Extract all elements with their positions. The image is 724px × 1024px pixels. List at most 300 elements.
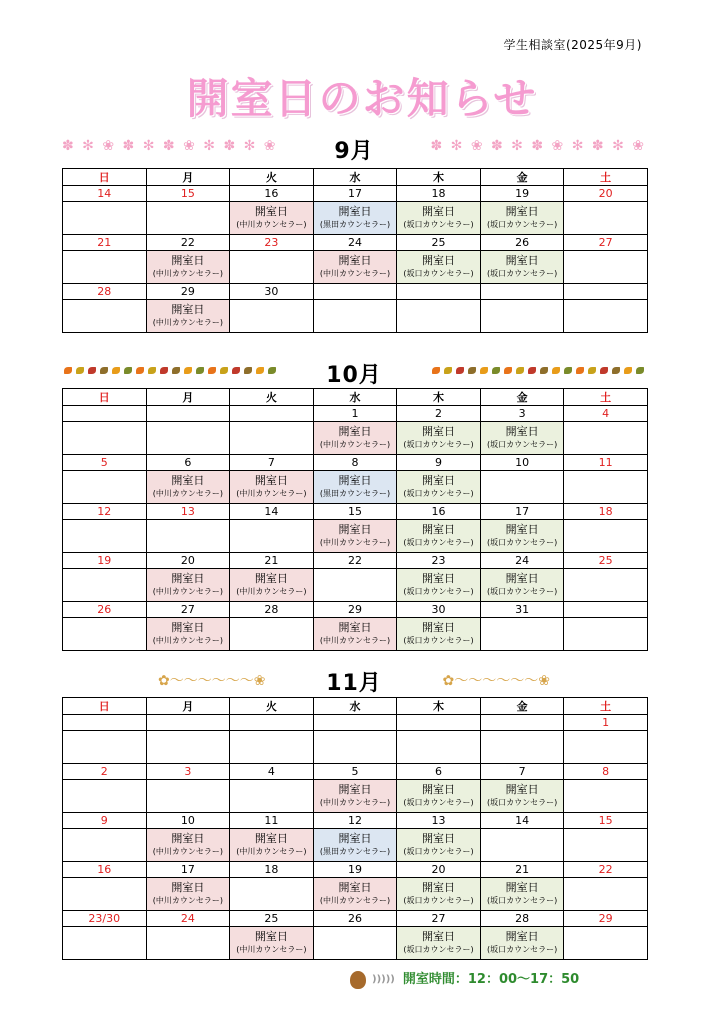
day-number: 26 — [313, 911, 397, 927]
empty-day-cell — [480, 471, 564, 504]
open-day-label: 開室日 — [338, 474, 372, 487]
day-number: 23/30 — [63, 911, 147, 927]
open-day-label: 開室日 — [505, 425, 539, 438]
counselor-name: (中川カウンセラー) — [152, 896, 223, 905]
counselor-name: (坂口カウンセラー) — [403, 847, 474, 856]
weekday-header: 土 — [564, 698, 648, 715]
day-number: 22 — [146, 235, 230, 251]
day-number: 20 — [564, 186, 648, 202]
empty-day-cell — [146, 780, 230, 813]
weekday-header: 木 — [397, 698, 481, 715]
weekday-header: 土 — [564, 169, 648, 186]
open-day-cell — [146, 618, 230, 651]
day-number: 22 — [313, 553, 397, 569]
counselor-name: (黒田カウンセラー) — [319, 489, 391, 498]
day-number: 24 — [480, 553, 564, 569]
empty-day-cell — [313, 300, 397, 333]
opening-hours — [350, 968, 630, 990]
day-number: 6 — [397, 764, 481, 780]
wave-icon: ))))) — [372, 974, 395, 985]
day-number: 15 — [313, 504, 397, 520]
calendar-november — [62, 697, 648, 960]
section-header-september — [62, 134, 646, 162]
day-number: 9 — [63, 813, 147, 829]
counselor-name: (中川カウンセラー) — [319, 636, 391, 645]
counselor-name: (坂口カウンセラー) — [403, 538, 474, 547]
counselor-name: (中川カウンセラー) — [319, 538, 391, 547]
open-day-label: 開室日 — [171, 572, 205, 585]
open-day-cell — [313, 780, 397, 813]
open-day-label: 開室日 — [422, 783, 456, 796]
empty-day-cell — [230, 300, 314, 333]
weekday-header: 土 — [564, 389, 648, 406]
counselor-name: (中川カウンセラー) — [152, 269, 223, 278]
empty-day-cell — [146, 422, 230, 455]
open-day-cell — [230, 927, 314, 960]
empty-day-cell — [480, 300, 564, 333]
day-number: 21 — [63, 235, 147, 251]
open-day-cell — [230, 569, 314, 602]
day-number: 7 — [480, 764, 564, 780]
counselor-name: (中川カウンセラー) — [319, 269, 391, 278]
day-number — [63, 406, 147, 422]
open-day-cell — [480, 202, 564, 235]
snowflake-decoration-icon: ✽ ✻ ❀ ✽ ✻ ✽ ❀ ✻ ✽ ✻ ❀ — [62, 138, 278, 154]
counselor-name: (坂口カウンセラー) — [486, 269, 558, 278]
weekday-header: 月 — [146, 169, 230, 186]
empty-day-cell — [146, 927, 230, 960]
open-day-label: 開室日 — [505, 881, 539, 894]
empty-day-cell — [564, 927, 648, 960]
open-day-label: 開室日 — [254, 572, 288, 585]
day-number — [313, 715, 397, 731]
open-day-cell — [313, 422, 397, 455]
day-number: 19 — [63, 553, 147, 569]
day-number: 16 — [397, 504, 481, 520]
open-day-cell — [397, 618, 481, 651]
open-day-cell — [146, 878, 230, 911]
open-day-label: 開室日 — [422, 930, 456, 943]
empty-day-cell — [564, 731, 648, 764]
counselor-name: (中川カウンセラー) — [152, 489, 223, 498]
open-day-label: 開室日 — [338, 523, 372, 536]
open-day-label: 開室日 — [171, 474, 205, 487]
day-number: 21 — [230, 553, 314, 569]
open-day-cell — [146, 471, 230, 504]
open-day-label: 開室日 — [422, 205, 456, 218]
weekday-header: 水 — [313, 169, 397, 186]
day-number: 18 — [564, 504, 648, 520]
open-day-label: 開室日 — [422, 572, 456, 585]
empty-day-cell — [230, 251, 314, 284]
month-title: 10月 — [326, 363, 382, 388]
open-day-label: 開室日 — [505, 783, 539, 796]
open-day-label: 開室日 — [505, 572, 539, 585]
empty-day-cell — [564, 520, 648, 553]
day-number — [564, 284, 648, 300]
empty-day-cell — [146, 520, 230, 553]
day-number: 5 — [313, 764, 397, 780]
counselor-name: (坂口カウンセラー) — [403, 636, 474, 645]
open-day-cell — [397, 829, 481, 862]
day-number: 19 — [480, 186, 564, 202]
counselor-name: (中川カウンセラー) — [319, 896, 391, 905]
counselor-name: (坂口カウンセラー) — [486, 896, 558, 905]
open-day-cell — [480, 422, 564, 455]
day-number: 1 — [313, 406, 397, 422]
weekday-header: 火 — [230, 389, 314, 406]
counselor-name: (坂口カウンセラー) — [403, 269, 474, 278]
day-number: 9 — [397, 455, 481, 471]
day-number: 29 — [564, 911, 648, 927]
empty-day-cell — [480, 829, 564, 862]
day-number: 21 — [480, 862, 564, 878]
open-day-cell — [313, 829, 397, 862]
section-header-november — [62, 666, 646, 694]
vine-decoration-icon: ✿〜〜〜〜〜〜❀ — [442, 673, 550, 689]
day-number: 3 — [480, 406, 564, 422]
day-number: 23 — [397, 553, 481, 569]
weekday-header: 水 — [313, 698, 397, 715]
day-number: 26 — [480, 235, 564, 251]
open-day-label: 開室日 — [171, 832, 205, 845]
open-day-cell — [230, 202, 314, 235]
counselor-name: (坂口カウンセラー) — [486, 587, 558, 596]
counselor-name: (中川カウンセラー) — [236, 220, 307, 229]
section-header-october — [62, 358, 646, 386]
day-number: 15 — [146, 186, 230, 202]
weekday-header: 月 — [146, 389, 230, 406]
day-number: 29 — [313, 602, 397, 618]
open-day-label: 開室日 — [171, 303, 205, 316]
empty-day-cell — [63, 251, 147, 284]
open-day-label: 開室日 — [422, 523, 456, 536]
open-day-cell — [397, 471, 481, 504]
empty-day-cell — [313, 569, 397, 602]
day-number: 25 — [564, 553, 648, 569]
counselor-name: (坂口カウンセラー) — [403, 896, 474, 905]
counselor-name: (坂口カウンセラー) — [486, 440, 558, 449]
open-day-label: 開室日 — [422, 881, 456, 894]
open-day-label: 開室日 — [338, 621, 372, 634]
counselor-name: (坂口カウンセラー) — [403, 220, 474, 229]
open-day-label: 開室日 — [422, 832, 456, 845]
open-day-label: 開室日 — [338, 425, 372, 438]
counselor-name: (坂口カウンセラー) — [403, 945, 474, 954]
empty-day-cell — [564, 251, 648, 284]
empty-day-cell — [230, 422, 314, 455]
counselor-name: (中川カウンセラー) — [236, 587, 307, 596]
day-number: 26 — [63, 602, 147, 618]
open-day-cell — [313, 618, 397, 651]
day-number: 30 — [230, 284, 314, 300]
open-day-cell — [313, 878, 397, 911]
day-number: 16 — [63, 862, 147, 878]
empty-day-cell — [397, 731, 481, 764]
empty-day-cell — [146, 202, 230, 235]
day-number: 4 — [564, 406, 648, 422]
empty-day-cell — [230, 780, 314, 813]
counselor-name: (中川カウンセラー) — [319, 440, 391, 449]
counselor-name: (坂口カウンセラー) — [486, 220, 558, 229]
open-day-cell — [146, 569, 230, 602]
day-number — [63, 715, 147, 731]
day-number: 2 — [63, 764, 147, 780]
day-number — [397, 715, 481, 731]
day-number: 15 — [564, 813, 648, 829]
counselor-name: (中川カウンセラー) — [236, 847, 307, 856]
counselor-name: (中川カウンセラー) — [236, 489, 307, 498]
empty-day-cell — [564, 569, 648, 602]
empty-day-cell — [313, 731, 397, 764]
empty-day-cell — [146, 731, 230, 764]
empty-day-cell — [230, 618, 314, 651]
day-number: 29 — [146, 284, 230, 300]
day-number: 6 — [146, 455, 230, 471]
day-number: 1 — [564, 715, 648, 731]
open-day-label: 開室日 — [338, 832, 372, 845]
day-number: 23 — [230, 235, 314, 251]
day-number: 27 — [564, 235, 648, 251]
empty-day-cell — [480, 618, 564, 651]
day-number: 18 — [230, 862, 314, 878]
empty-day-cell — [63, 927, 147, 960]
empty-day-cell — [313, 927, 397, 960]
open-day-cell — [397, 569, 481, 602]
open-day-label: 開室日 — [338, 881, 372, 894]
open-day-cell — [397, 251, 481, 284]
page-title: 開室日のお知らせ — [186, 74, 538, 123]
counselor-name: (坂口カウンセラー) — [403, 440, 474, 449]
day-number: 27 — [397, 911, 481, 927]
open-day-label: 開室日 — [254, 205, 288, 218]
day-number: 27 — [146, 602, 230, 618]
day-number: 20 — [397, 862, 481, 878]
counselor-name: (坂口カウンセラー) — [486, 538, 558, 547]
counselor-name: (坂口カウンセラー) — [403, 587, 474, 596]
day-number: 8 — [313, 455, 397, 471]
empty-day-cell — [564, 202, 648, 235]
empty-day-cell — [230, 878, 314, 911]
weekday-header: 金 — [480, 169, 564, 186]
day-number: 25 — [230, 911, 314, 927]
calendar-october — [62, 388, 648, 651]
day-number: 17 — [480, 504, 564, 520]
day-number: 8 — [564, 764, 648, 780]
open-day-cell — [480, 569, 564, 602]
empty-day-cell — [63, 829, 147, 862]
day-number: 25 — [397, 235, 481, 251]
open-day-cell — [397, 780, 481, 813]
open-day-cell — [397, 927, 481, 960]
day-number: 11 — [564, 455, 648, 471]
day-number — [397, 284, 481, 300]
day-number — [230, 715, 314, 731]
empty-day-cell — [63, 300, 147, 333]
open-day-cell — [480, 927, 564, 960]
day-number: 30 — [397, 602, 481, 618]
weekday-header: 日 — [63, 698, 147, 715]
day-number: 14 — [480, 813, 564, 829]
day-number: 17 — [313, 186, 397, 202]
day-number: 24 — [313, 235, 397, 251]
day-number: 14 — [230, 504, 314, 520]
month-title: 11月 — [326, 671, 382, 696]
day-number — [230, 406, 314, 422]
weekday-header: 金 — [480, 698, 564, 715]
empty-day-cell — [397, 300, 481, 333]
empty-day-cell — [63, 520, 147, 553]
counselor-name: (中川カウンセラー) — [319, 798, 391, 807]
weekday-header: 火 — [230, 698, 314, 715]
day-number: 20 — [146, 553, 230, 569]
weekday-header: 月 — [146, 698, 230, 715]
open-day-label: 開室日 — [505, 205, 539, 218]
empty-day-cell — [63, 471, 147, 504]
open-day-cell — [230, 829, 314, 862]
open-day-cell — [397, 202, 481, 235]
open-day-cell — [397, 422, 481, 455]
open-day-cell — [480, 878, 564, 911]
empty-day-cell — [564, 618, 648, 651]
counselor-name: (坂口カウンセラー) — [486, 945, 558, 954]
counselor-name: (中川カウンセラー) — [152, 636, 223, 645]
empty-day-cell — [230, 520, 314, 553]
counselor-name: (中川カウンセラー) — [236, 945, 307, 954]
open-day-label: 開室日 — [505, 254, 539, 267]
day-number: 11 — [230, 813, 314, 829]
day-number: 5 — [63, 455, 147, 471]
day-number — [146, 715, 230, 731]
open-day-cell — [480, 520, 564, 553]
day-number: 28 — [230, 602, 314, 618]
day-number — [564, 602, 648, 618]
open-day-label: 開室日 — [171, 254, 205, 267]
empty-day-cell — [63, 618, 147, 651]
day-number: 18 — [397, 186, 481, 202]
open-day-label: 開室日 — [422, 621, 456, 634]
day-number: 13 — [146, 504, 230, 520]
open-day-cell — [397, 878, 481, 911]
snowflake-decoration-icon: ✽ ✻ ❀ ✽ ✻ ✽ ❀ ✻ ✽ ✻ ❀ — [430, 138, 646, 154]
day-number — [480, 715, 564, 731]
day-number: 13 — [397, 813, 481, 829]
open-day-cell — [480, 251, 564, 284]
weekday-header: 金 — [480, 389, 564, 406]
open-day-label: 開室日 — [505, 523, 539, 536]
weekday-header: 水 — [313, 389, 397, 406]
opening-hours-text: 開室時間：12：00〜17：50 — [402, 972, 580, 987]
empty-day-cell — [564, 780, 648, 813]
month-title: 9月 — [334, 139, 374, 164]
vine-decoration-icon: ✿〜〜〜〜〜〜❀ — [158, 673, 266, 689]
empty-day-cell — [63, 202, 147, 235]
day-number: 2 — [397, 406, 481, 422]
open-day-label: 開室日 — [171, 881, 205, 894]
day-number: 31 — [480, 602, 564, 618]
open-day-cell — [313, 520, 397, 553]
day-number: 14 — [63, 186, 147, 202]
day-number: 10 — [480, 455, 564, 471]
open-day-cell — [230, 471, 314, 504]
weekday-header: 木 — [397, 169, 481, 186]
counselor-name: (坂口カウンセラー) — [486, 798, 558, 807]
day-number: 24 — [146, 911, 230, 927]
open-day-cell — [313, 471, 397, 504]
counselor-name: (中川カウンセラー) — [152, 847, 223, 856]
open-day-label: 開室日 — [422, 254, 456, 267]
weekday-header: 火 — [230, 169, 314, 186]
acorn-icon — [350, 971, 366, 989]
open-day-cell — [313, 251, 397, 284]
day-number — [146, 406, 230, 422]
day-number: 10 — [146, 813, 230, 829]
day-number — [480, 284, 564, 300]
calendar-september — [62, 168, 648, 333]
empty-day-cell — [63, 569, 147, 602]
day-number: 12 — [63, 504, 147, 520]
weekday-header: 日 — [63, 389, 147, 406]
day-number: 17 — [146, 862, 230, 878]
day-number: 16 — [230, 186, 314, 202]
day-number: 28 — [480, 911, 564, 927]
empty-day-cell — [63, 780, 147, 813]
weekday-header: 木 — [397, 389, 481, 406]
empty-day-cell — [564, 878, 648, 911]
open-day-label: 開室日 — [254, 832, 288, 845]
weekday-header: 日 — [63, 169, 147, 186]
open-day-cell — [146, 251, 230, 284]
open-day-label: 開室日 — [338, 254, 372, 267]
day-number: 19 — [313, 862, 397, 878]
empty-day-cell — [564, 422, 648, 455]
empty-day-cell — [480, 731, 564, 764]
day-number — [313, 284, 397, 300]
open-day-label: 開室日 — [505, 930, 539, 943]
open-day-label: 開室日 — [254, 474, 288, 487]
open-day-cell — [313, 202, 397, 235]
day-number: 22 — [564, 862, 648, 878]
day-number: 28 — [63, 284, 147, 300]
open-day-cell — [480, 780, 564, 813]
empty-day-cell — [63, 731, 147, 764]
day-number: 4 — [230, 764, 314, 780]
counselor-name: (中川カウンセラー) — [152, 587, 223, 596]
day-number: 7 — [230, 455, 314, 471]
counselor-name: (黒田カウンセラー) — [319, 220, 391, 229]
counselor-name: (坂口カウンセラー) — [403, 798, 474, 807]
open-day-cell — [146, 300, 230, 333]
open-day-label: 開室日 — [422, 474, 456, 487]
empty-day-cell — [63, 878, 147, 911]
open-day-label: 開室日 — [338, 205, 372, 218]
empty-day-cell — [63, 422, 147, 455]
counselor-name: (坂口カウンセラー) — [403, 489, 474, 498]
open-day-label: 開室日 — [422, 425, 456, 438]
open-day-label: 開室日 — [171, 621, 205, 634]
empty-day-cell — [564, 829, 648, 862]
open-day-cell — [146, 829, 230, 862]
empty-day-cell — [230, 731, 314, 764]
day-number: 12 — [313, 813, 397, 829]
counselor-name: (黒田カウンセラー) — [319, 847, 391, 856]
empty-day-cell — [564, 471, 648, 504]
day-number: 3 — [146, 764, 230, 780]
empty-day-cell — [564, 300, 648, 333]
department-label: 学生相談室(2025年9月) — [503, 38, 642, 52]
open-day-label: 開室日 — [254, 930, 288, 943]
counselor-name: (中川カウンセラー) — [152, 318, 223, 327]
